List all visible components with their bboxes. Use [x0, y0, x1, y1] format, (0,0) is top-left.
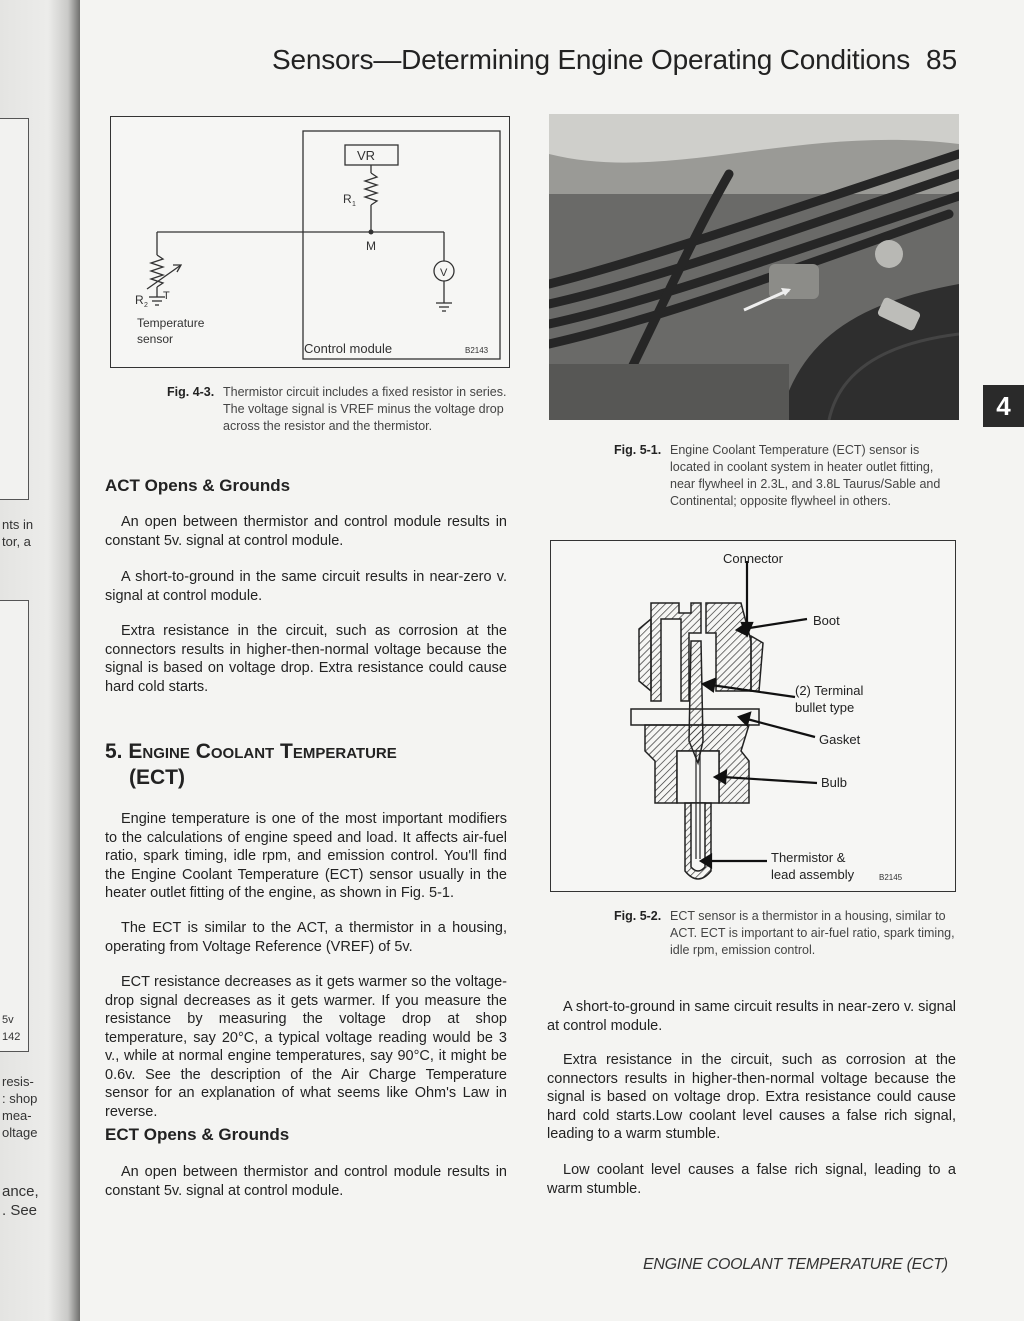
prev-page-text: 5v 142 — [2, 1014, 21, 1043]
caption-number: Fig. 5-2. — [614, 909, 662, 923]
paragraph: A short-to-ground in same circuit results in near-zero v. signal at control module. — [547, 999, 957, 1034]
chapter-tab: 4 — [983, 385, 1024, 427]
running-footer: ENGINE COOLANT TEMPERATURE (ECT) — [643, 1256, 948, 1273]
paragraph: Low coolant level causes a false rich signal, leading to a warm stumble. — [547, 1162, 956, 1197]
prev-page-frame-top — [0, 118, 29, 500]
thermistor-label: Thermistor & — [771, 850, 846, 865]
paragraph: ECT resistance decreases as it gets warmer so the voltage-drop signal decreases as it gets warmer. If you measure the resistance by measuring the voltage drop at shop temperature, say 20°C, a typical voltage reading would be 3 v., while at normal engine temperatures, say 90°C, it might be 0.6v. See the description of the Air Charge Temperature sensor for an explanation of what seems like Ohm's Law in reverse. — [105, 974, 507, 1120]
thermistor-label: lead assembly — [771, 867, 855, 882]
caption-number: Fig. 5-1. — [614, 443, 662, 457]
caption-text: Thermistor circuit includes a fixed resistor in series. The voltage signal is VREF minus the voltage drop across the resistor and the thermistor. — [223, 385, 507, 433]
bulb-label: Bulb — [821, 775, 848, 790]
t-label: T — [163, 290, 170, 302]
control-module-label: Control module — [304, 341, 393, 356]
ect-sensor-photo-svg — [549, 114, 959, 420]
paragraph: Extra resistance in the circuit, such as corrosion at the connectors results in higher-then-normal voltage because the signal is based on voltage drop. Extra resistance could cause hard cold starts. — [105, 623, 507, 695]
caption-text: ECT sensor is a thermistor in a housing, similar to ACT. ECT is important to air-fuel ratio, spark timing, idle rpm, emission control. — [670, 909, 955, 957]
engine-photo — [549, 114, 959, 420]
prev-page-text: ance, . See — [2, 1183, 39, 1219]
fig-5-1-caption — [614, 442, 959, 510]
figure-code: B2143 — [465, 346, 489, 355]
paragraph: Engine temperature is one of the most important modifiers to the calculations of engine speed and load. It affects air-fuel ratio, spark timing, idle rpm, and emission control. You'll find the Engine Coolant Temperature (ECT) sensor usually in the heater outlet fitting of the engine, as shown in Fig. 5-1. — [105, 811, 507, 901]
paragraph: An open between thermistor and control module results in constant 5v. signal at control module. — [105, 514, 507, 549]
figure-code: B2145 — [879, 873, 903, 882]
fig-4-3-caption — [167, 384, 507, 435]
page-number: 85 — [926, 44, 958, 75]
r1-label: R — [343, 192, 352, 206]
caption-number: Fig. 4-3. — [167, 385, 215, 399]
gasket-label: Gasket — [819, 732, 861, 747]
boot-label: Boot — [813, 613, 840, 628]
prev-page-text: nts in tor, a — [2, 517, 34, 549]
act-opens-heading: ACT Opens & Grounds — [105, 476, 291, 495]
terminal-label: bullet type — [795, 700, 855, 715]
section-title-abbr: (ECT) — [129, 766, 185, 789]
ect-sensor-cutaway-svg — [551, 541, 955, 891]
temperature-sensor-label: sensor — [137, 332, 174, 346]
section-heading — [105, 739, 515, 791]
fig-5-2-caption — [614, 908, 959, 959]
fig-4-3-diagram — [110, 116, 510, 368]
ect-opens-heading: ECT Opens & Grounds — [105, 1125, 290, 1144]
m-label: M — [366, 239, 376, 253]
section-title: Engine Coolant Temperature — [128, 740, 397, 763]
prev-page-text: resis- : shop mea- oltage — [2, 1074, 38, 1140]
paragraph: A short-to-ground in the same circuit results in near-zero v. signal at control module. — [105, 569, 507, 604]
caption-text: Engine Coolant Temperature (ECT) sensor is located in coolant system in heater outlet fitting, near flywheel in 2.3L, and 3.8L Taurus/Sable and Continental; opposite flywheel in others. — [670, 443, 941, 508]
r2-subscript: 2 — [144, 302, 148, 309]
r2-label: R — [135, 293, 144, 307]
paragraph: Extra resistance in the circuit, such as corrosion at the connectors results in higher-then-normal voltage because the signal is based on voltage drop. Extra resistance could cause hard cold starts.Low coolant level causes a false rich signal, leading to a warm stumble. — [547, 1052, 956, 1142]
thermistor-circuit-svg — [111, 117, 509, 367]
r1-subscript: 1 — [352, 201, 356, 208]
connector-label: Connector — [723, 551, 783, 566]
paragraph: The ECT is similar to the ACT, a thermistor in a housing, operating from Voltage Reference (VREF) of 5v. — [105, 920, 507, 955]
running-header: Sensors—Determining Engine Operating Conditions — [272, 44, 911, 75]
fig-5-2-diagram — [550, 540, 956, 892]
temperature-sensor-label: Temperature — [137, 316, 205, 330]
vr-label: VR — [357, 148, 376, 163]
section-number: 5. — [105, 740, 123, 763]
prev-page-frame-bottom — [0, 600, 29, 1052]
voltmeter-label: V — [440, 267, 448, 279]
terminal-label: (2) Terminal — [795, 683, 864, 698]
paragraph: An open between thermistor and control module results in constant 5v. signal at control module. — [105, 1164, 507, 1199]
